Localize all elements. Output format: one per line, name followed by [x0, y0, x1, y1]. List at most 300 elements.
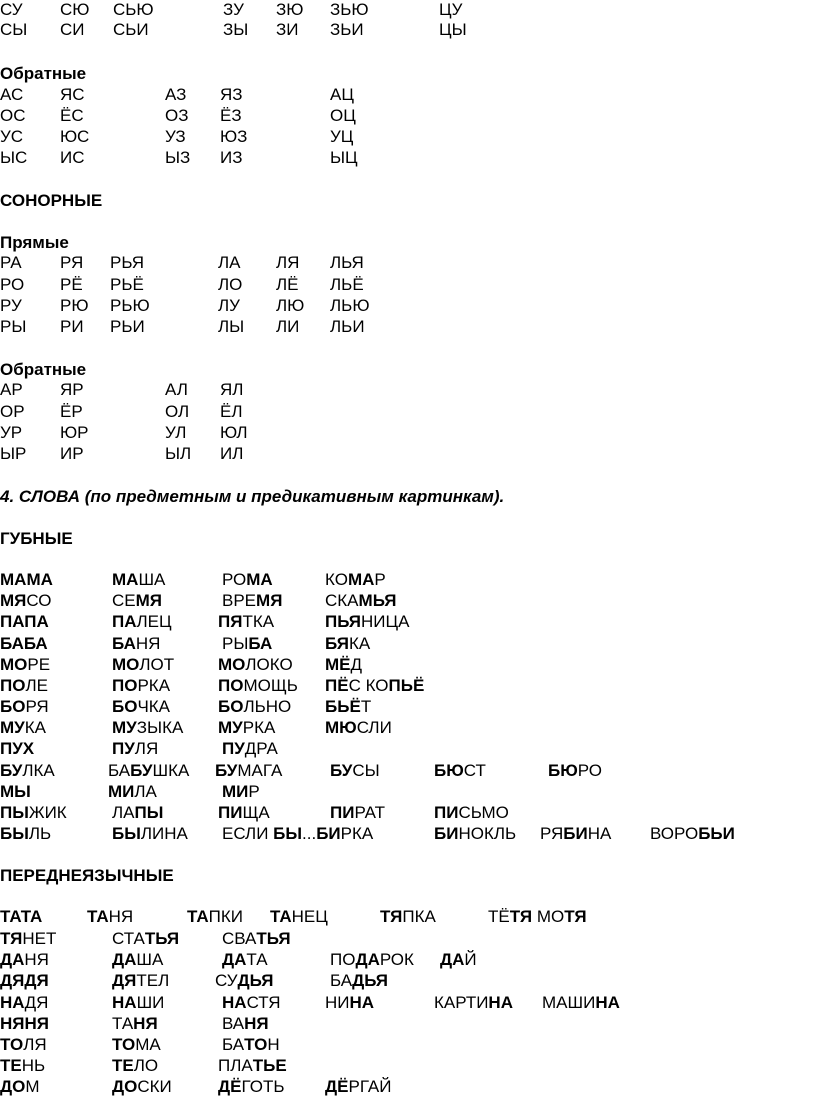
syllable: ЛЫ — [218, 317, 245, 336]
word — [0, 1056, 45, 1076]
word-part: ... — [302, 824, 317, 843]
word — [222, 929, 291, 949]
word-part: СКИ — [137, 1077, 172, 1096]
word — [218, 676, 298, 696]
syllable: ОС — [0, 106, 26, 125]
syllable: УЗ — [165, 127, 186, 146]
stressed-syllable: ПО — [112, 676, 138, 695]
stressed-syllable: БЯ — [325, 634, 350, 653]
syllable: АЛ — [165, 380, 188, 399]
word — [218, 612, 274, 632]
word — [325, 697, 371, 717]
word — [380, 907, 436, 927]
word-part: ЛЬ — [28, 824, 52, 843]
word — [112, 718, 183, 738]
word — [0, 782, 31, 802]
word — [218, 1056, 287, 1076]
word-part: РГАЙ — [348, 1077, 392, 1096]
word-part: НЕТ — [22, 929, 57, 948]
syllable: СЬЮ — [113, 0, 154, 19]
stressed-syllable: ТЕ — [112, 1056, 134, 1075]
word-part: БА — [222, 1035, 245, 1054]
word-part: РЯ — [25, 697, 49, 716]
word — [112, 929, 179, 949]
word — [0, 971, 49, 991]
syllable: ИС — [60, 148, 85, 167]
word-part: ША — [136, 950, 164, 969]
word — [325, 1077, 391, 1097]
syllable: РЯ — [60, 253, 84, 272]
stressed-syllable: ПУХ — [0, 739, 35, 758]
word — [0, 676, 48, 696]
word — [222, 591, 282, 611]
word — [218, 697, 291, 717]
stressed-syllable: ДЁ — [218, 1077, 242, 1096]
word — [112, 570, 165, 590]
word — [112, 1077, 172, 1097]
stressed-syllable: БО — [0, 697, 26, 716]
heading-sonornye: СОНОРНЫЕ — [0, 191, 103, 210]
stressed-syllable: ДЁ — [325, 1077, 349, 1096]
stressed-syllable: ПЁ — [325, 676, 349, 695]
word — [434, 993, 513, 1013]
word-part: Д — [350, 655, 363, 674]
syllable: ЮЛ — [220, 423, 248, 442]
syllable: ЯР — [60, 380, 84, 399]
word-part: ЛА — [112, 803, 135, 822]
syllable: ЛЬЯ — [330, 253, 364, 272]
word — [112, 591, 162, 611]
word-part: НЯ — [24, 950, 49, 969]
word-part: РКА — [340, 824, 374, 843]
stressed-syllable: НА — [595, 993, 620, 1012]
word — [0, 697, 49, 717]
stressed-syllable: НЯНЯ — [0, 1014, 49, 1033]
word — [330, 950, 414, 970]
stressed-syllable: МИ — [108, 782, 135, 801]
word — [222, 1014, 269, 1034]
stressed-syllable: БИ — [316, 824, 341, 843]
stressed-syllable: ТО — [244, 1035, 268, 1054]
stressed-syllable: ПАПА — [0, 612, 49, 631]
word — [112, 950, 163, 970]
word-part: РЫ — [222, 634, 249, 653]
word — [0, 655, 50, 675]
syllable: ЁЛ — [220, 402, 243, 421]
word-part: СТА — [112, 929, 145, 948]
word-part: ПКА — [402, 907, 436, 926]
syllable: ЯС — [60, 85, 85, 104]
syllable: СУ — [0, 0, 23, 19]
syllable: ЗЬИ — [330, 20, 364, 39]
syllable: ЫЛ — [165, 444, 192, 463]
syllable: ЛЬЁ — [330, 275, 364, 294]
syllable: ЁЗ — [220, 106, 242, 125]
syllable: РЬИ — [110, 317, 145, 336]
word — [0, 1035, 47, 1055]
word — [270, 907, 328, 927]
syllable: РА — [0, 253, 22, 272]
syllable: ИЗ — [220, 148, 243, 167]
word — [0, 718, 46, 738]
stressed-syllable: ДО — [112, 1077, 138, 1096]
syllable: ЫЗ — [165, 148, 191, 167]
word-part: ВОРО — [650, 824, 699, 843]
word-part: НЕЦ — [291, 907, 328, 926]
syllable: РЬЯ — [110, 253, 145, 272]
word-part: ЛОКО — [245, 655, 293, 674]
word — [112, 993, 164, 1013]
word-part: НИЦА — [361, 612, 410, 631]
stressed-syllable: НА — [0, 993, 25, 1012]
syllable: СЮ — [60, 0, 90, 19]
word-part: ШКА — [152, 761, 190, 780]
word-part: Й — [464, 950, 477, 969]
word — [0, 612, 49, 632]
word — [325, 591, 396, 611]
stressed-syllable: ПЫ — [0, 803, 29, 822]
word — [0, 803, 67, 823]
stressed-syllable: ПА — [112, 612, 137, 631]
word-part: СТЯ — [246, 993, 281, 1012]
word — [0, 739, 34, 759]
syllable: ЦЫ — [439, 20, 467, 39]
stressed-syllable: ПИ — [330, 803, 355, 822]
word — [325, 655, 362, 675]
word-part: СЛИ — [356, 718, 392, 737]
word-part: ПО — [330, 950, 356, 969]
word — [222, 739, 278, 759]
stressed-syllable: МЬЯ — [358, 591, 397, 610]
stressed-syllable: ТЯ — [380, 907, 403, 926]
word — [325, 570, 386, 590]
word-part: НЬ — [21, 1056, 46, 1075]
syllable: ЗЬЮ — [330, 0, 369, 19]
syllable: ЮР — [60, 423, 89, 442]
word — [325, 612, 409, 632]
word — [87, 907, 133, 927]
word-part: СЫ — [352, 761, 380, 780]
stressed-syllable: МИ — [222, 782, 249, 801]
stressed-syllable: ПЫ — [134, 803, 164, 822]
word-part: НИ — [325, 993, 350, 1012]
syllable: ЦУ — [439, 0, 463, 19]
word — [112, 1056, 158, 1076]
word-part: СТ — [463, 761, 486, 780]
word — [0, 1077, 40, 1097]
word — [434, 761, 486, 781]
word — [0, 950, 49, 970]
word — [0, 634, 48, 654]
syllable: ЗЫ — [223, 20, 249, 39]
word-part: Р — [248, 782, 260, 801]
stressed-syllable: МО — [112, 655, 140, 674]
syllable: РЬЮ — [110, 296, 150, 315]
stressed-syllable: МО — [0, 655, 28, 674]
word — [112, 739, 158, 759]
syllable: РЮ — [60, 296, 89, 315]
stressed-syllable: ДА — [222, 950, 247, 969]
syllable: ЯЛ — [220, 380, 244, 399]
heading-obratnye2: Обратные — [0, 360, 87, 379]
syllable: ЗУ — [223, 0, 244, 19]
syllable: ЯЗ — [220, 85, 243, 104]
stressed-syllable: МА — [112, 570, 139, 589]
stressed-syllable: НЯ — [133, 1014, 158, 1033]
stressed-syllable: ПУ — [222, 739, 245, 758]
syllable: ЛА — [218, 253, 241, 272]
stressed-syllable: НА — [222, 993, 247, 1012]
word-part: МАШИ — [542, 993, 596, 1012]
word — [222, 950, 268, 970]
word-part: БА — [108, 761, 131, 780]
stressed-syllable: БО — [218, 697, 244, 716]
word-part: РОК — [379, 950, 414, 969]
stressed-syllable: ТЬЯ — [144, 929, 180, 948]
stressed-syllable: НА — [488, 993, 513, 1012]
stressed-syllable: НЯ — [244, 1014, 269, 1033]
syllable: ЁР — [60, 402, 83, 421]
word-part: ЗЫКА — [136, 718, 184, 737]
word-part: ДРА — [244, 739, 278, 758]
syllable: ЛИ — [276, 317, 300, 336]
syllable: ЁС — [60, 106, 84, 125]
word-part: СЕ — [112, 591, 136, 610]
stressed-syllable: БЫ — [0, 824, 29, 843]
stressed-syllable: БЮ — [548, 761, 578, 780]
stressed-syllable: ДО — [0, 1077, 26, 1096]
syllable: ОЗ — [165, 106, 189, 125]
word — [0, 591, 52, 611]
word — [330, 971, 388, 991]
syllable: ЮС — [60, 127, 90, 146]
syllable: ЫР — [0, 444, 27, 463]
word-part: ПЛА — [218, 1056, 253, 1075]
stressed-syllable: МЯ — [0, 591, 27, 610]
word — [0, 907, 42, 927]
stressed-syllable: ТА — [270, 907, 292, 926]
syllable: ЛУ — [218, 296, 240, 315]
stressed-syllable: ТЯ — [564, 907, 587, 926]
stressed-syllable: БО — [112, 697, 138, 716]
word-part: РО — [222, 570, 247, 589]
syllable: ЛЬИ — [330, 317, 365, 336]
word-part: Н — [267, 1035, 280, 1054]
stressed-syllable: МЁ — [325, 655, 351, 674]
word — [222, 570, 273, 590]
word-part: МАГА — [237, 761, 283, 780]
word — [218, 718, 275, 738]
word — [650, 824, 735, 844]
word — [108, 782, 157, 802]
stressed-syllable: НА — [112, 993, 137, 1012]
syllable: ЛЬЮ — [330, 296, 370, 315]
stressed-syllable: БИ — [434, 824, 459, 843]
syllable: ЮЗ — [220, 127, 248, 146]
word-part: ТЁ — [488, 907, 510, 926]
stressed-syllable: ДЯ — [112, 971, 137, 990]
word-part: ЛЯ — [23, 1035, 47, 1054]
syllable: ЫС — [0, 148, 28, 167]
heading-pryamye: Прямые — [0, 233, 69, 252]
stressed-syllable: ПИ — [434, 803, 459, 822]
word-part: ЛА — [134, 782, 157, 801]
word — [112, 612, 172, 632]
word-part: РЕ — [27, 655, 51, 674]
stressed-syllable: ТЯ — [509, 907, 533, 926]
word-part: ТЕЛ — [136, 971, 170, 990]
stressed-syllable: БУ — [330, 761, 353, 780]
word — [0, 761, 55, 781]
stressed-syllable: ПЯ — [218, 612, 243, 631]
word — [0, 824, 51, 844]
stressed-syllable: ПО — [218, 676, 244, 695]
stressed-syllable: ТО — [112, 1035, 136, 1054]
word-part: СО — [26, 591, 52, 610]
word — [0, 929, 56, 949]
word-part: ЛЕЦ — [136, 612, 172, 631]
word-part: РО — [577, 761, 602, 780]
syllable: ЛЮ — [276, 296, 305, 315]
syllable: УС — [0, 127, 24, 146]
word — [325, 634, 370, 654]
word — [325, 718, 392, 738]
word — [542, 993, 620, 1013]
word-part: ЛЕ — [25, 676, 48, 695]
word — [0, 570, 53, 590]
stressed-syllable: ПУ — [112, 739, 135, 758]
syllable: ЛО — [218, 275, 243, 294]
word — [325, 676, 424, 696]
word — [440, 950, 477, 970]
word — [325, 993, 374, 1013]
stressed-syllable: ДЬЯ — [237, 971, 274, 990]
word — [218, 655, 293, 675]
stressed-syllable: МЫ — [0, 782, 31, 801]
syllable: РИ — [60, 317, 84, 336]
word-part: С КО — [348, 676, 389, 695]
word — [222, 634, 272, 654]
word-part: КО — [325, 570, 348, 589]
word-part: ЛКА — [22, 761, 55, 780]
word — [222, 1035, 280, 1055]
word-part: НА — [587, 824, 612, 843]
word-part: ШИ — [136, 993, 165, 1012]
stressed-syllable: БИ — [563, 824, 588, 843]
word-part: СВА — [222, 929, 257, 948]
syllable: ЛЯ — [276, 253, 300, 272]
word-part: ЖИК — [28, 803, 67, 822]
syllable: АЗ — [165, 85, 187, 104]
word-part: ГОТЬ — [241, 1077, 285, 1096]
stressed-syllable: МЮ — [325, 718, 357, 737]
stressed-syllable: БЮ — [434, 761, 464, 780]
word-part: ТА — [112, 1014, 134, 1033]
word — [330, 803, 385, 823]
stressed-syllable: МЯ — [256, 591, 283, 610]
syllable: УЦ — [330, 127, 354, 146]
stressed-syllable: БЫ — [112, 824, 141, 843]
stressed-syllable: БЬЁ — [325, 697, 361, 716]
word-part: ЩА — [242, 803, 270, 822]
word — [488, 907, 587, 927]
word-part: ЛИНА — [140, 824, 188, 843]
syllable: ЫЦ — [330, 148, 358, 167]
word — [218, 1077, 285, 1097]
word-part: ТА — [246, 950, 268, 969]
stressed-syllable: ТЯ — [0, 929, 23, 948]
word — [222, 993, 281, 1013]
word-part: КА — [349, 634, 371, 653]
stressed-syllable: ТАТА — [0, 907, 43, 926]
stressed-syllable: ДЬЯ — [352, 971, 389, 990]
stressed-syllable: БАБА — [0, 634, 48, 653]
stressed-syllable: ПЬЯ — [325, 612, 362, 631]
word — [222, 782, 260, 802]
syllable: ОЛ — [165, 402, 190, 421]
word-part: МОЩЬ — [243, 676, 298, 695]
word — [0, 993, 48, 1013]
stressed-syllable: МУ — [218, 718, 243, 737]
word — [0, 1014, 49, 1034]
word-part: НЯ — [135, 634, 161, 653]
stressed-syllable: ПЬЁ — [388, 676, 425, 695]
syllable: ОР — [0, 402, 25, 421]
word-part: БА — [330, 971, 353, 990]
word — [218, 803, 270, 823]
stressed-syllable: ТО — [0, 1035, 24, 1054]
word — [548, 761, 602, 781]
syllable: АР — [0, 380, 23, 399]
word-part: М — [25, 1077, 40, 1096]
word — [222, 824, 373, 844]
syllable: ЛЁ — [276, 275, 299, 294]
word — [434, 803, 509, 823]
word-part: Р — [374, 570, 386, 589]
stressed-syllable: МА — [246, 570, 273, 589]
word-part: СКА — [325, 591, 359, 610]
stressed-syllable: БУ — [0, 761, 23, 780]
stressed-syllable: БЬИ — [698, 824, 735, 843]
word-part: СУ — [215, 971, 238, 990]
syllable: ИР — [60, 444, 84, 463]
word-part: Т — [360, 697, 372, 716]
heading-gubnye: ГУБНЫЕ — [0, 529, 73, 548]
word-part: РЯ — [540, 824, 564, 843]
stressed-syllable: ТЬЯ — [256, 929, 291, 948]
word-part: ЛОТ — [139, 655, 175, 674]
stressed-syllable: ПИ — [218, 803, 243, 822]
word-part: ЕСЛИ — [222, 824, 274, 843]
stressed-syllable: МЯ — [135, 591, 163, 610]
word — [215, 971, 273, 991]
stressed-syllable: ТА — [87, 907, 109, 926]
stressed-syllable: ДЯДЯ — [0, 971, 49, 990]
word — [108, 761, 189, 781]
syllable: РО — [0, 275, 25, 294]
word — [112, 1035, 161, 1055]
word — [112, 1014, 158, 1034]
word-part: ЛЬНО — [243, 697, 292, 716]
syllable: АЦ — [330, 85, 354, 104]
word-part: МО — [532, 907, 565, 926]
word-part: НЯ — [108, 907, 134, 926]
heading-obratnye1: Обратные — [0, 64, 87, 83]
word — [112, 971, 169, 991]
word — [434, 824, 516, 844]
heading-perednejazychnye: ПЕРЕДНЕЯЗЫЧНЫЕ — [0, 866, 174, 885]
word — [112, 803, 163, 823]
